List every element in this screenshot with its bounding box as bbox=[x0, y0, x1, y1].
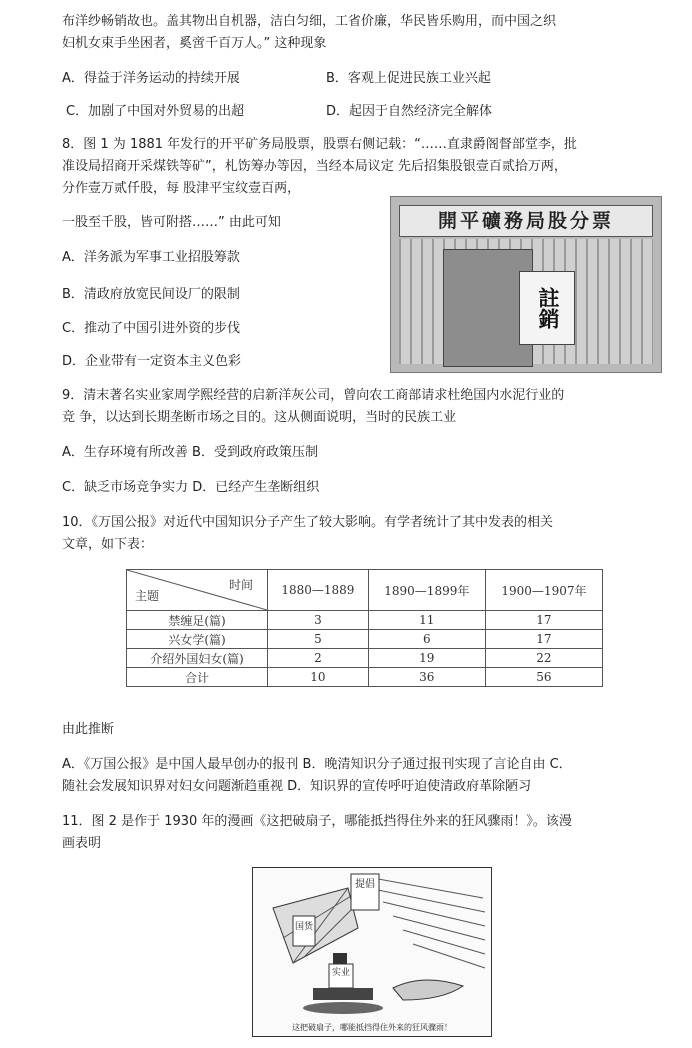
q11-stem-line-1: 11．图 2 是作于 1930 年的漫画《这把破扇子，哪能抵挡得住外来的狂风骤雨！》。该漫 bbox=[62, 814, 572, 829]
table-cell: 11 bbox=[368, 611, 485, 630]
q8-stem-line-2: 准设局招商开采煤铁等矿”，札饬筹办等因，当经本局议定 先后招集股银壹百贰拾万两， bbox=[62, 159, 567, 174]
table-cell: 17 bbox=[485, 611, 602, 630]
table-cell: 36 bbox=[368, 668, 485, 687]
q7-stem-line-1: 布洋纱畅销故也。盖其物出自机器，洁白匀细，工省价廉，华民皆乐购用，而中国之织 bbox=[62, 14, 557, 29]
q7-option-a: A．得益于洋务运动的持续开展 bbox=[62, 71, 240, 86]
cartoon-tag-top: 提倡 bbox=[355, 879, 375, 890]
q7-stem-line-2: 妇机女束手坐困者，奚啻千百万人。” 这种现象 bbox=[62, 36, 327, 51]
table-corner-cell bbox=[127, 570, 268, 611]
q8-stem-line-4: 一股至千股，皆可附搭……” 由此可知 bbox=[62, 215, 281, 230]
table-row-label: 介绍外国妇女(篇) bbox=[127, 649, 268, 668]
table-row bbox=[127, 630, 603, 649]
table-cell: 3 bbox=[268, 611, 369, 630]
q7-option-d: D．起因于自然经济完全解体 bbox=[326, 104, 493, 119]
table-header-cell: 1880—1889 bbox=[268, 570, 369, 611]
table-cell: 6 bbox=[368, 630, 485, 649]
table-row-label: 合计 bbox=[127, 668, 268, 687]
table-row bbox=[127, 649, 603, 668]
table-corner-topic: 主题 bbox=[135, 589, 160, 603]
table-row bbox=[127, 611, 603, 630]
table-header-cell: 1890—1899年 bbox=[368, 570, 485, 611]
q10-options-line-1: A．《万国公报》是中国人最早创办的报刊 B．晚清知识分子通过报刊实现了言论自由 C． bbox=[62, 757, 572, 772]
table-header-cell: 1900—1907年 bbox=[485, 570, 602, 611]
table-corner-time: 时间 bbox=[228, 578, 253, 592]
q8-option-b: B．清政府放宽民间设厂的限制 bbox=[62, 287, 240, 302]
q10-inference-text: 由此推断 bbox=[62, 722, 115, 737]
table-cell: 10 bbox=[268, 668, 369, 687]
cartoon-tag-middle: 国货 bbox=[294, 922, 313, 932]
q7-option-b: B．客观上促进民族工业兴起 bbox=[326, 71, 491, 86]
q8-option-c: C．推动了中国引进外资的步伐 bbox=[62, 321, 241, 336]
q9-options-cd: C．缺乏市场竞争实力 D．已经产生垄断组织 bbox=[62, 480, 320, 495]
wanguo-gongbao-table bbox=[126, 569, 603, 687]
table-cell: 17 bbox=[485, 630, 602, 649]
q11-stem-line-2: 画表明 bbox=[62, 836, 102, 851]
table-cell: 5 bbox=[268, 630, 369, 649]
q8-option-d: D．企业带有一定资本主义色彩 bbox=[62, 354, 242, 369]
table-cell: 56 bbox=[485, 668, 602, 687]
cartoon-image bbox=[252, 867, 492, 1037]
table-cell: 19 bbox=[368, 649, 485, 668]
stock-certificate-image bbox=[390, 196, 662, 373]
q9-stem-line-1: 9．清末著名实业家周学熙经营的启新洋灰公司，曾向农工商部请求杜绝国内水泥行业的 bbox=[62, 388, 565, 403]
q10-options-line-2: 随社会发展知识界对妇女问题渐趋重视 D．知识界的宣传呼吁迫使清政府革除陋习 bbox=[62, 779, 532, 794]
q9-stem-line-2: 竞 争，以达到长期垄断市场之目的。这从侧面说明，当时的民族工业 bbox=[62, 410, 457, 425]
table-row-label: 兴女学(篇) bbox=[127, 630, 268, 649]
q8-option-a: A．洋务派为军事工业招股筹款 bbox=[62, 250, 240, 265]
q7-option-c: C．加剧了中国对外贸易的出超 bbox=[66, 104, 245, 119]
table-cell: 2 bbox=[268, 649, 369, 668]
cartoon-tag-bottom: 实业 bbox=[331, 968, 350, 978]
stock-certificate-title: 開平礦務局股分票 bbox=[399, 205, 653, 237]
stock-certificate-cancel-stamp: 註銷 bbox=[519, 271, 575, 345]
q10-stem-line-2: 文章，如下表： bbox=[62, 537, 154, 552]
q9-options-ab: A．生存环境有所改善 B．受到政府政策压制 bbox=[62, 445, 318, 460]
q8-stem-line-1: 8．图 1 为 1881 年发行的开平矿务局股票，股票右侧记载：“……直隶爵阁督部堂李，批 bbox=[62, 137, 577, 152]
q8-stem-line-3: 分作壹万贰仟股，每 股津平宝纹壹百两， bbox=[62, 181, 301, 196]
cartoon-drawing bbox=[253, 868, 491, 1036]
table-row-label: 禁缠足(篇) bbox=[127, 611, 268, 630]
table-total-row bbox=[127, 668, 603, 687]
q10-stem-line-1: 10．《万国公报》对近代中国知识分子产生了较大影响。有学者统计了其中发表的相关 bbox=[62, 515, 554, 530]
table-header-row bbox=[127, 570, 603, 611]
cartoon-caption: 这把破扇子，哪能抵挡得住外来的狂风骤雨！ bbox=[292, 1023, 452, 1032]
table-cell: 22 bbox=[485, 649, 602, 668]
